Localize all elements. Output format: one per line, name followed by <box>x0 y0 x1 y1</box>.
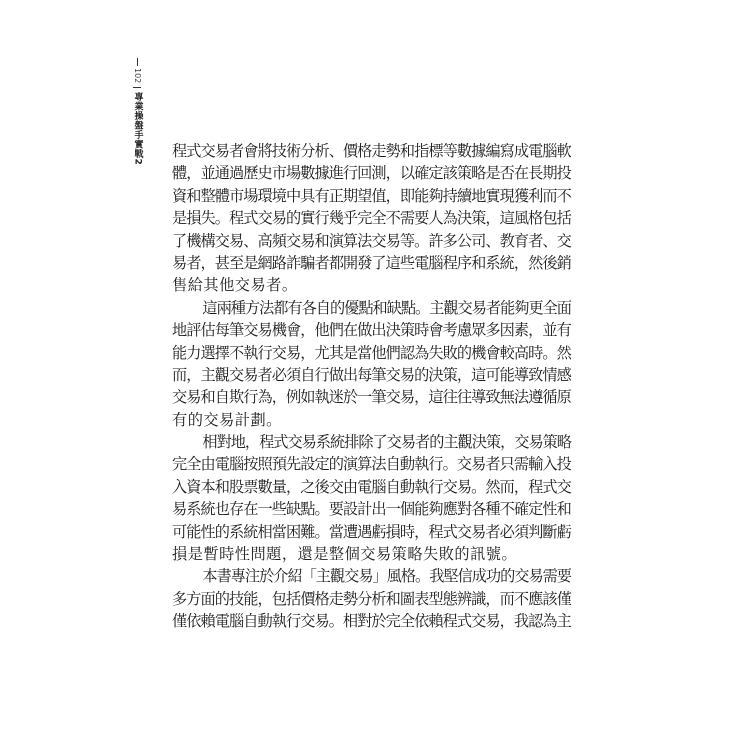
text-line: 能力選擇不執行交易，尤其是當他們認為失敗的機會較高時。然 <box>172 343 571 362</box>
running-header <box>128 58 146 166</box>
text-line: 售給其他交易者。 <box>172 276 298 295</box>
paragraph-4 <box>172 565 572 632</box>
text-line: 僅依賴電腦自動執行交易。相對於完全依賴程式交易，我認為主 <box>172 612 571 631</box>
book-title: 專業操盤手實戰2 <box>132 92 143 166</box>
text-line: 本書專注於介紹「主觀交易」風格。我堅信成功的交易需要 <box>202 567 571 586</box>
paragraph-2 <box>172 297 572 431</box>
text-line: 地評估每筆交易機會，他們在做出決策時會考慮眾多因素，並有 <box>172 321 571 340</box>
text-line: 資和整體市場環境中具有正期望值，即能夠持續地實現獲利而不 <box>172 186 571 205</box>
text-line: 體，並通過歷史市場數據進行回測，以確定該策略是否在長期投 <box>172 164 571 183</box>
text-line: 交易和自欺行為，例如執迷於一筆交易，這往往導致無法遵循原 <box>172 388 571 407</box>
text-line: 了機構交易、高頻交易和演算法交易等。許多公司、教育者、交 <box>172 231 571 250</box>
paragraph-1 <box>172 140 572 297</box>
text-line: 入資本和股票數量，之後交由電腦自動執行交易。然而，程式交 <box>172 477 571 496</box>
page-number: 102 <box>133 68 142 84</box>
text-line: 是損失。程式交易的實行幾乎完全不需要人為決策，這風格包括 <box>172 209 571 228</box>
text-line: 這兩種方法都有各自的優點和缺點。主觀交易者能夠更全面 <box>202 298 571 317</box>
header-separator <box>133 87 141 88</box>
text-line: 相對地，程式交易系統排除了交易者的主觀決策，交易策略 <box>202 433 571 452</box>
header-rule-top <box>137 58 138 66</box>
text-line: 完全由電腦按照預先設定的演算法自動執行。交易者只需輸入投 <box>172 455 571 474</box>
text-line: 而，主觀交易者必須自行做出每筆交易的決策，這可能導致情感 <box>172 365 571 384</box>
paragraph-3 <box>172 431 572 565</box>
text-line: 可能性的系統相當困難。當遭遇虧損時，程式交易者必須判斷虧 <box>172 522 571 541</box>
text-line: 程式交易者會將技術分析、價格走勢和指標等數據編寫成電腦軟 <box>172 142 571 160</box>
body-text <box>172 140 572 633</box>
text-line: 易系統也存在一些缺點。要設計出一個能夠應對各種不確定性和 <box>172 500 571 519</box>
text-line: 有的交易計劃。 <box>172 410 282 429</box>
text-line: 易者，甚至是網路詐騙者都開發了這些電腦程序和系統，然後銷 <box>172 253 571 272</box>
text-line: 損是暫時性問題，還是整個交易策略失敗的訊號。 <box>172 545 518 564</box>
text-line: 多方面的技能，包括價格走勢分析和圖表型態辨識，而不應該僅 <box>172 589 571 608</box>
